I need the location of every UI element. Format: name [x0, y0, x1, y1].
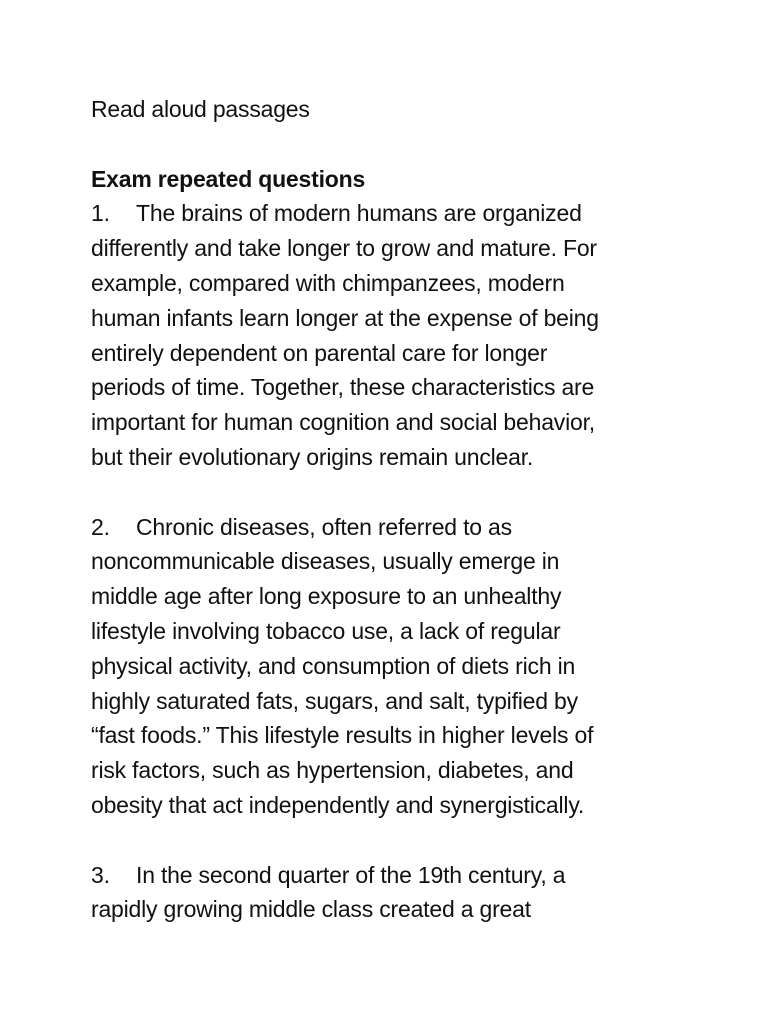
spacer — [91, 823, 691, 858]
passage-line: obesity that act independently and synergistically. — [91, 791, 585, 818]
passage-text: Chronic diseases, often referred to as — [136, 513, 512, 540]
passage-line: example, compared with chimpanzees, modern — [91, 269, 565, 296]
passage-line: risk factors, such as hypertension, diabetes, and — [91, 757, 574, 784]
section-heading: Exam repeated questions — [91, 165, 366, 192]
passage-line — [91, 510, 691, 545]
passage-number: 3. — [91, 861, 110, 888]
passage-2 — [91, 510, 691, 823]
passage-1 — [91, 196, 691, 474]
passage-line: highly saturated fats, sugars, and salt, typified by — [91, 687, 578, 714]
passage-line: differently and take longer to grow and mature. For — [91, 235, 597, 262]
passage-text: The brains of modern humans are organized — [136, 200, 582, 227]
passage-line: noncommunicable diseases, usually emerge in — [91, 548, 560, 575]
passage-line: important for human cognition and social behavior, — [91, 409, 595, 436]
passage-3 — [91, 858, 691, 928]
passage-line: rapidly growing middle class created a great — [91, 896, 531, 923]
passage-line: entirely dependent on parental care for longer — [91, 339, 548, 366]
passage-number: 1. — [91, 200, 110, 227]
passage-line: lifestyle involving tobacco use, a lack of regular — [91, 617, 561, 644]
passage-line: human infants learn longer at the expense of being — [91, 304, 599, 331]
passage-line: periods of time. Together, these characteristics are — [91, 374, 595, 401]
spacer — [91, 127, 691, 162]
passage-line — [91, 196, 691, 231]
passage-number: 2. — [91, 513, 110, 540]
spacer — [91, 475, 691, 510]
document-title: Read aloud passages — [91, 96, 310, 122]
document-content — [91, 92, 691, 927]
passage-line — [91, 858, 691, 893]
passage-line: physical activity, and consumption of diets rich in — [91, 652, 576, 679]
passage-text: In the second quarter of the 19th century, a — [136, 861, 566, 888]
passage-line: but their evolutionary origins remain unclear. — [91, 443, 534, 470]
passage-line: “fast foods.” This lifestyle results in higher levels of — [91, 722, 594, 749]
passage-line: middle age after long exposure to an unhealthy — [91, 583, 562, 610]
